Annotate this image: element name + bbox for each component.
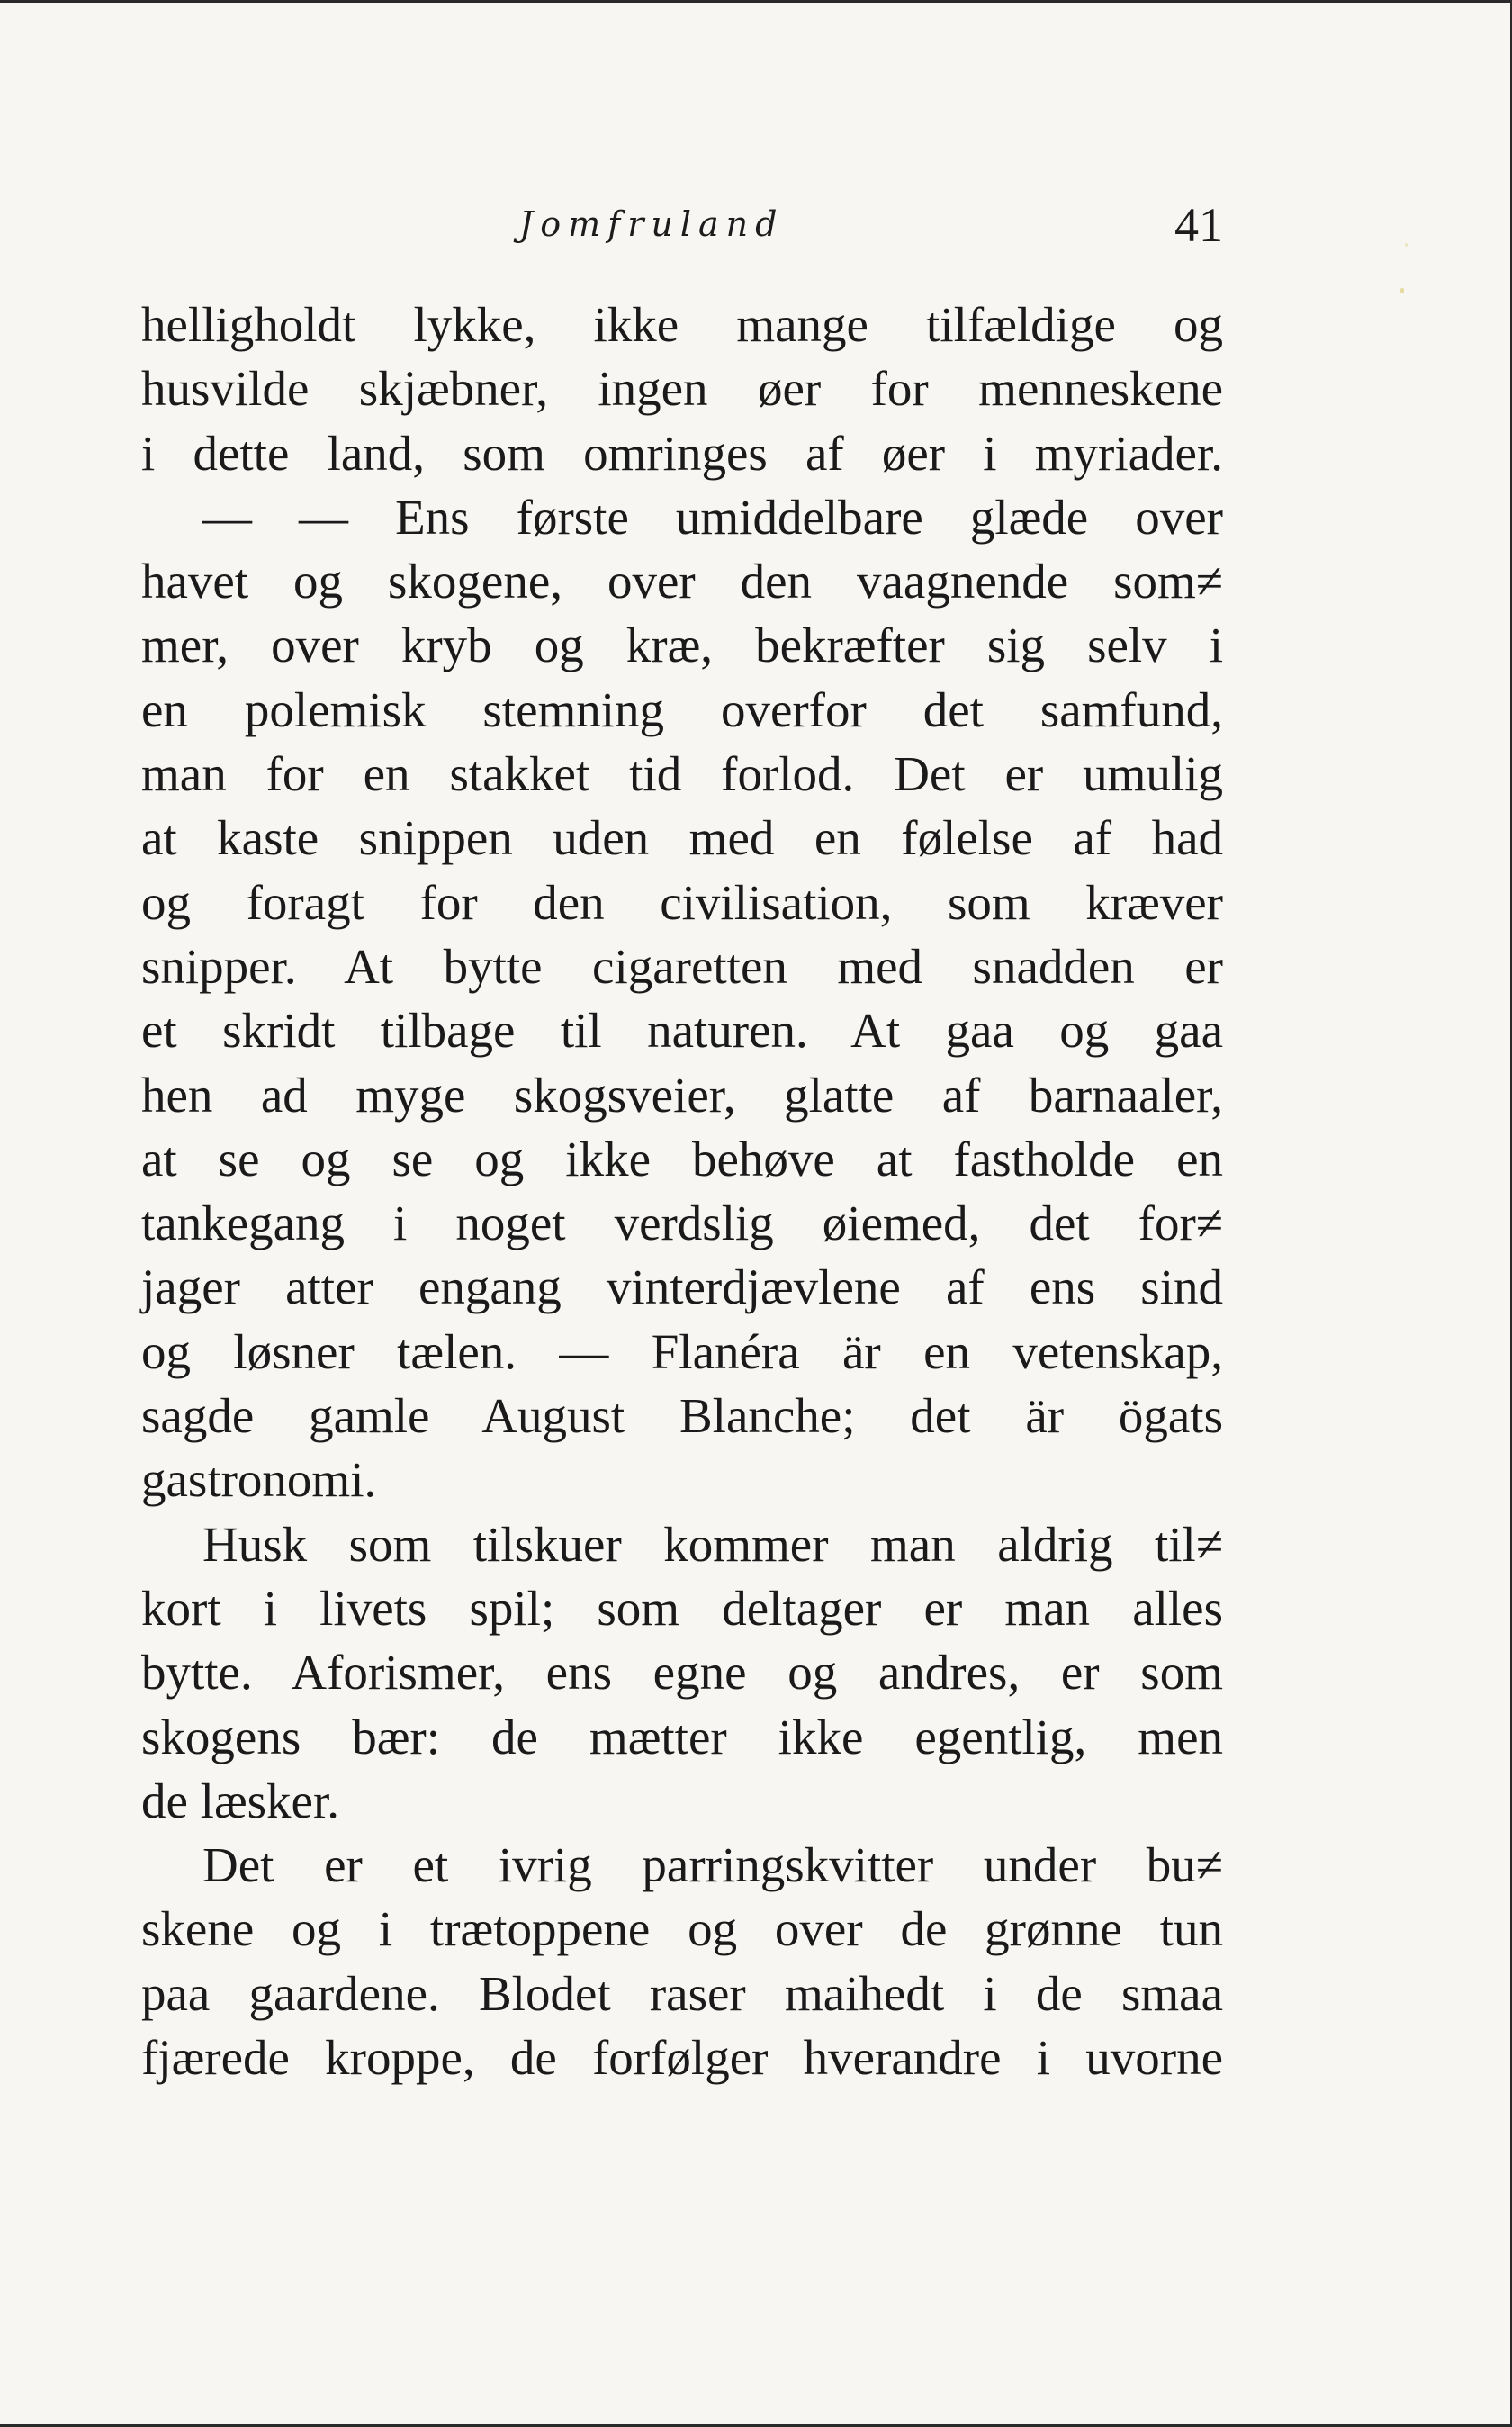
text-line: sagde gamle August Blanche; det är ögats [141,1388,1223,1444]
text-line: jager atter engang vinterdjævlene af ens sind [141,1259,1223,1315]
text-line: et skridt tilbage til naturen. At gaa og gaa [141,1003,1223,1059]
text-line: snipper. At bytte cigaretten med snadden er [141,938,1223,994]
text-line: kort i livets spil; som deltager er man alles [141,1580,1223,1636]
text-line: de læsker. [141,1773,339,1828]
page-top-edge [0,0,1512,3]
text-line: Det er et ivrig parringskvitter under bu≠ [202,1837,1223,1893]
text-line: mer, over kryb og kræ, bekræfter sig selv i [141,618,1223,673]
paper-speck [1405,243,1408,247]
running-title: Jomfruland [519,204,785,244]
text-line: — — Ens første umiddelbare glæde over [202,489,1223,545]
text-line: at se og se og ikke behøve at fastholde en [141,1131,1223,1186]
text-line: hen ad myge skogsveier, glatte af barnaaler, [141,1067,1223,1123]
text-line: skogens bær: de mætter ikke egentlig, men [141,1709,1223,1764]
text-line: fjærede kroppe, de forfølger hverandre i uvorne [141,2030,1223,2086]
paper-speck [1400,288,1404,293]
text-line: Husk som tilskuer kommer man aldrig til≠ [202,1516,1223,1572]
text-line: i dette land, som omringes af øer i myriader. [141,425,1223,481]
page-number: 41 [1174,198,1223,252]
text-line: tankegang i noget verdslig øiemed, det for≠ [141,1195,1223,1251]
body-text [141,293,1223,2089]
text-line: paa gaardene. Blodet raser maihedt i de smaa [141,1965,1223,2021]
text-line: husvilde skjæbner, ingen øer for menneskene [141,361,1223,417]
text-line: og foragt for den civilisation, som kræver [141,874,1223,930]
text-line: og løsner tælen. — Flanéra är en vetenskap, [141,1323,1223,1379]
text-line: man for en stakket tid forlod. Det er umulig [141,746,1223,802]
text-line: skene og i trætoppene og over de grønne tun [141,1901,1223,1957]
text-line: havet og skogene, over den vaagnende som≠ [141,554,1223,609]
text-line: at kaste snippen uden med en følelse af had [141,810,1223,866]
text-line: helligholdt lykke, ikke mange tilfældige og [141,297,1223,352]
text-line: gastronomi. [141,1452,377,1508]
text-line: en polemisk stemning overfor det samfund, [141,681,1223,737]
text-line: bytte. Aforismer, ens egne og andres, er som [141,1645,1223,1701]
page-header [141,194,1223,257]
